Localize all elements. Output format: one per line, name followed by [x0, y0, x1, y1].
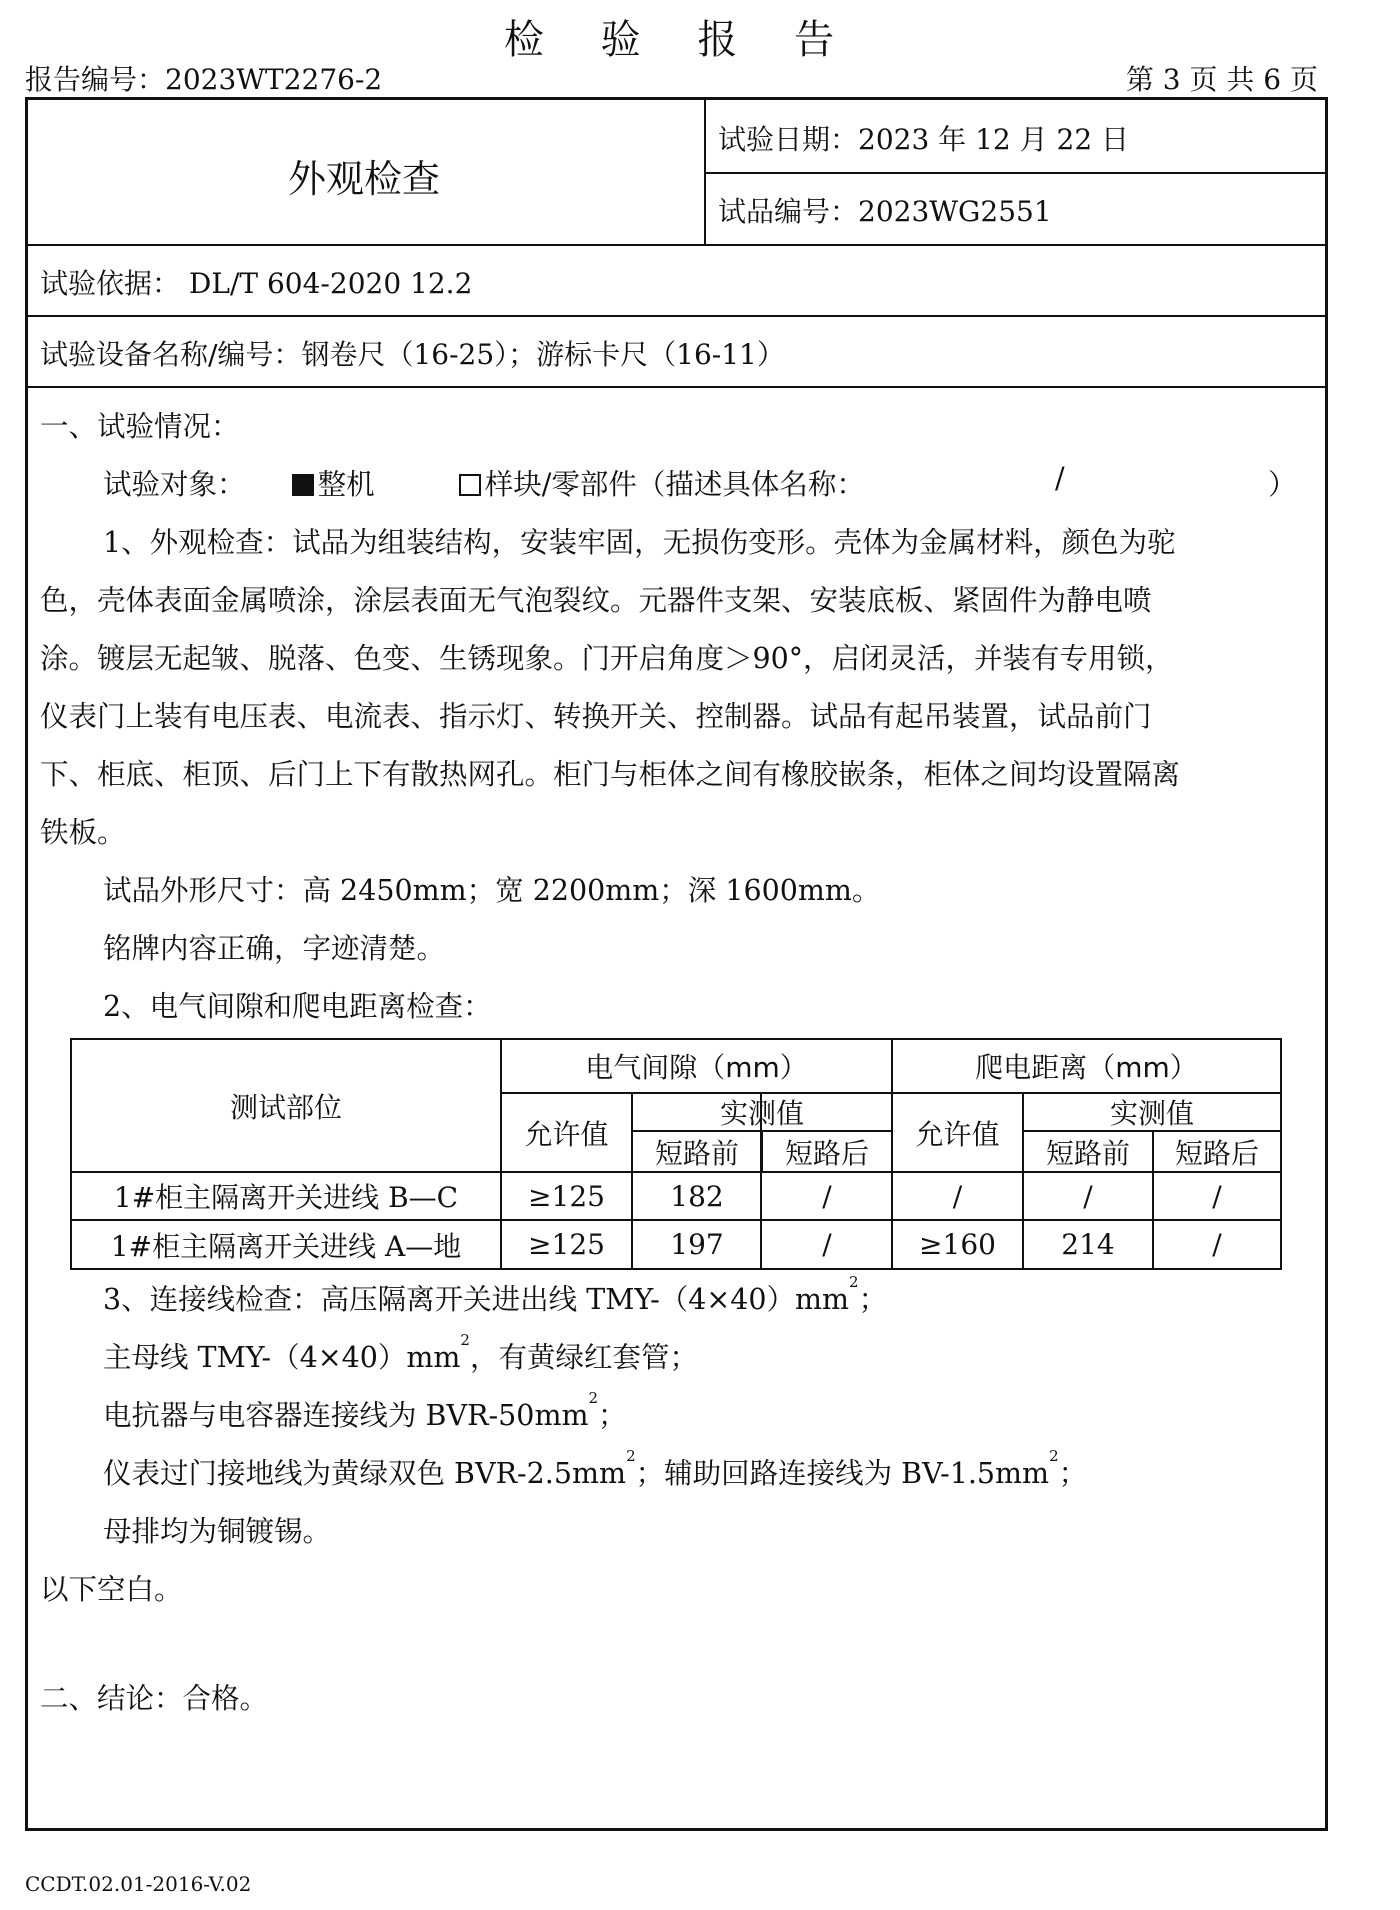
para1-line-6: 铁板。 [40, 816, 126, 849]
test-date-label: 试验日期： [718, 123, 859, 156]
sample-number-label: 试品编号： [718, 195, 859, 228]
para1-line-2: 色，壳体表面金属喷涂，涂层表面无气泡裂纹。元器件支架、安装底板、紧固件为静电喷 [40, 584, 1152, 617]
table-row-1-location: 1#柜主隔离开关进线 B—C [113, 1181, 459, 1214]
para1-line-1: 1、外观检查：试品为组装结构，安装牢固，无损伤变形。壳体为金属材料，颜色为驼 [103, 526, 1176, 559]
conclusion-value: 合格。 [182, 1682, 269, 1715]
table-row-2-clearance-allowed: ≥125 [528, 1228, 605, 1261]
test-basis-label: 试验依据： [40, 267, 181, 300]
para1-line-4: 仪表门上装有电压表、电流表、指示灯、转换开关、控制器。试品有起吊装置，试品前门 [40, 700, 1152, 733]
checked-box-icon [292, 474, 314, 496]
meter-end: ； [1058, 1457, 1088, 1490]
section-title: 外观检查 [287, 157, 440, 201]
busbar-end: ，有黄绿红套管； [469, 1341, 698, 1374]
clearance-table [70, 1038, 1282, 1270]
bus-plating: 母排均为铜镀锡。 [103, 1515, 332, 1548]
clearance-allowed-header: 允许值 [524, 1117, 609, 1151]
clearance-measured-header: 实测值 [719, 1097, 804, 1130]
reactor-text: 电抗器与电容器连接线为 BVR-50mm [103, 1399, 589, 1432]
table-row-1-creepage-allowed: / [952, 1179, 963, 1213]
test-equipment-value: 钢卷尺（16-25）；游标卡尺（16-11） [301, 338, 785, 371]
test-object-line [103, 462, 1303, 503]
busbar-text: 主母线 TMY-（4×40）mm [103, 1341, 461, 1374]
col-location-header: 测试部位 [229, 1090, 342, 1124]
clearance-after-header: 短路后 [784, 1136, 869, 1170]
busbar-line [103, 1331, 698, 1376]
table-row-2-creepage-before: 214 [1061, 1228, 1115, 1261]
test-basis-value: DL/T 604-2020 12.2 [188, 267, 473, 300]
creepage-allowed-header: 允许值 [915, 1117, 1000, 1151]
para1-line-3: 涂。镀层无起皱、脱落、色变、生锈现象。门开启角度＞90°，启闭灵活，并装有专用锁， [40, 642, 1174, 675]
creepage-measured-header: 实测值 [1109, 1097, 1194, 1130]
table-row-1-clearance-allowed: ≥125 [528, 1179, 605, 1213]
dimensions: 试品外形尺寸：高 2450mm；宽 2200mm；深 1600mm。 [103, 874, 881, 907]
reactor-line [103, 1389, 627, 1434]
table-row-1-clearance-before: 182 [670, 1179, 724, 1213]
object-whole: 整机 [317, 468, 375, 501]
item2-heading: 2、电气间隙和爬电距离检查： [103, 990, 492, 1023]
busbar-sup: 2 [460, 1331, 470, 1349]
creepage-after-header: 短路后 [1174, 1136, 1259, 1170]
clearance-group-header: 电气间隙（mm） [585, 1051, 808, 1084]
table-row-1-clearance-after: / [822, 1179, 832, 1213]
item3-sup: 2 [849, 1273, 859, 1291]
clearance-before-header: 短路前 [654, 1136, 739, 1170]
para1-line-5: 下、柜底、柜顶、后门上下有散热网孔。柜门与柜体之间有橡胶嵌条，柜体之间均设置隔离 [40, 758, 1181, 791]
object-part: 样块/零部件（描述具体名称： [484, 468, 865, 501]
object-part-close: ） [1268, 468, 1297, 501]
creepage-group-header: 爬电距离（mm） [975, 1051, 1198, 1084]
unchecked-box-icon [459, 474, 481, 496]
table-row-2-clearance-after: / [822, 1228, 832, 1261]
section1-heading: 一、试验情况： [40, 410, 240, 443]
item3-text: 3、连接线检查：高压隔离开关进出线 TMY-（4×40）mm [103, 1283, 850, 1316]
table-row-1-creepage-before: / [1083, 1179, 1093, 1213]
form-code: CCDT.02.01-2016-V.02 [25, 1872, 252, 1896]
conclusion-line [40, 1676, 268, 1717]
table-row-2-location: 1#柜主隔离开关进线 A—地 [110, 1229, 462, 1263]
test-object-label: 试验对象： [103, 468, 246, 501]
meter-sup-a: 2 [626, 1447, 636, 1465]
meter-text-a: 仪表过门接地线为黄绿双色 BVR-2.5mm [103, 1457, 627, 1490]
meter-text-b: ；辅助回路连接线为 BV-1.5mm [635, 1457, 1050, 1490]
sample-number [718, 190, 1052, 230]
reactor-end: ； [598, 1399, 627, 1432]
test-equipment [40, 333, 785, 373]
nameplate: 铭牌内容正确，字迹清楚。 [103, 932, 446, 965]
sample-number-value: 2023WG2551 [858, 195, 1052, 228]
table-row-2-clearance-before: 197 [670, 1228, 724, 1261]
blank-note: 以下空白。 [40, 1573, 183, 1606]
creepage-before-header: 短路前 [1045, 1136, 1130, 1170]
conclusion-label: 二、结论： [40, 1682, 183, 1715]
test-basis [40, 262, 472, 302]
meter-sup-b: 2 [1049, 1447, 1059, 1465]
reactor-sup: 2 [588, 1389, 599, 1407]
table-row-2-creepage-allowed: ≥160 [919, 1228, 996, 1261]
test-date [718, 118, 1129, 158]
table-row-2-creepage-after: / [1212, 1228, 1222, 1261]
meter-line [103, 1447, 1088, 1492]
item3-end: ； [858, 1283, 888, 1316]
object-part-slash: / [1055, 462, 1065, 495]
item3-line [103, 1273, 888, 1318]
test-equipment-label: 试验设备名称/编号： [40, 338, 302, 371]
page-info: 第 3 页 共 6 页 [1125, 63, 1318, 96]
test-date-value: 2023 年 12 月 22 日 [858, 123, 1130, 156]
report-title: 检 验 报 告 [503, 17, 857, 63]
report-number: 报告编号：2023WT2276-2 [25, 63, 383, 96]
table-row-1-creepage-after: / [1212, 1179, 1222, 1213]
